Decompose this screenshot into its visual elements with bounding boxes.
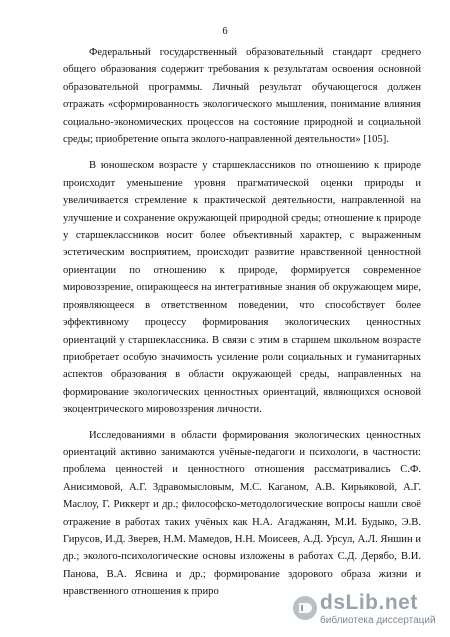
- watermark-title: dsLib.net: [320, 591, 418, 614]
- document-body: [63, 44, 421, 601]
- watermark-subtitle: библиотека диссертаций: [320, 615, 436, 626]
- watermark: [292, 591, 442, 631]
- dslib-logo-icon: [292, 595, 318, 621]
- page-number: 6: [222, 26, 228, 37]
- paragraph-standard: Федеральный государственный образовательный стандарт среднего общего образования содержит требования к результатам освоения основной образовательной программы. Личный результат обучающегося должен отражать «сформированность экологического мышления, понимание влияния социально-экономических процессов на состояние природной и социальной среды; приобретение опыта эколого-направленной деятельности» [105].: [63, 47, 421, 146]
- paragraph-youth-age: В юношеском возрасте у старшеклассников по отношению к природе происходит уменьшение уровня прагматической оценки природы и увеличивается стремление к практической деятельности, направленной на улучшение и сохранение окружающей природной среды; отношение к природе у старшеклассников носит более объективный характер, с выраженным эстетическим восприятием, происходит развитие нравственной ценностной ориентации по отношению к природе, формируется современное мировоззрение, опирающееся на интегративные знания об окружающем мире, проявляющееся в ответственном поведении, что способствует более эффективному процессу формирования экологических ценностных ориентаций у старшеклассника. В связи с этим в старшем школьном возрасте приобретает особую значимость усиление роли социальных и гуманитарных аспектов образования в области окружающей среды, направленных на формирование экологических ценностных ориентаций, являющихся основой экоцентрического мировоззрения личности.: [63, 160, 421, 416]
- paragraph-research: Исследованиями в области формирования экологических ценностных ориентаций активно занимаются учёные-педагоги и психологи, в частности: проблема ценностей и ценностного отношения рассматривались С.Ф. Анисимовой, А.Г. Здравомысловым, М.С. Каганом, А.В. Кирьяковой, А.Г. Маслоу, Г. Риккерт и др.; философско-методологические вопросы нашли своё отражение в работах таких учёных как Н.А. Агаджанян, М.И. Будыко, Э.В. Гирусов, И.Д. Зверев, Н.М. Мамедов, Н.Н. Моисеев, А.Д. Урсул, А.Л. Яншин и др.; эколого-психологические основы изложены в работах С.Д. Дерябо, В.И. Панова, В.А. Ясвина и др.; формирование здорового образа жизни и нравственного отношения к приро: [63, 429, 421, 598]
